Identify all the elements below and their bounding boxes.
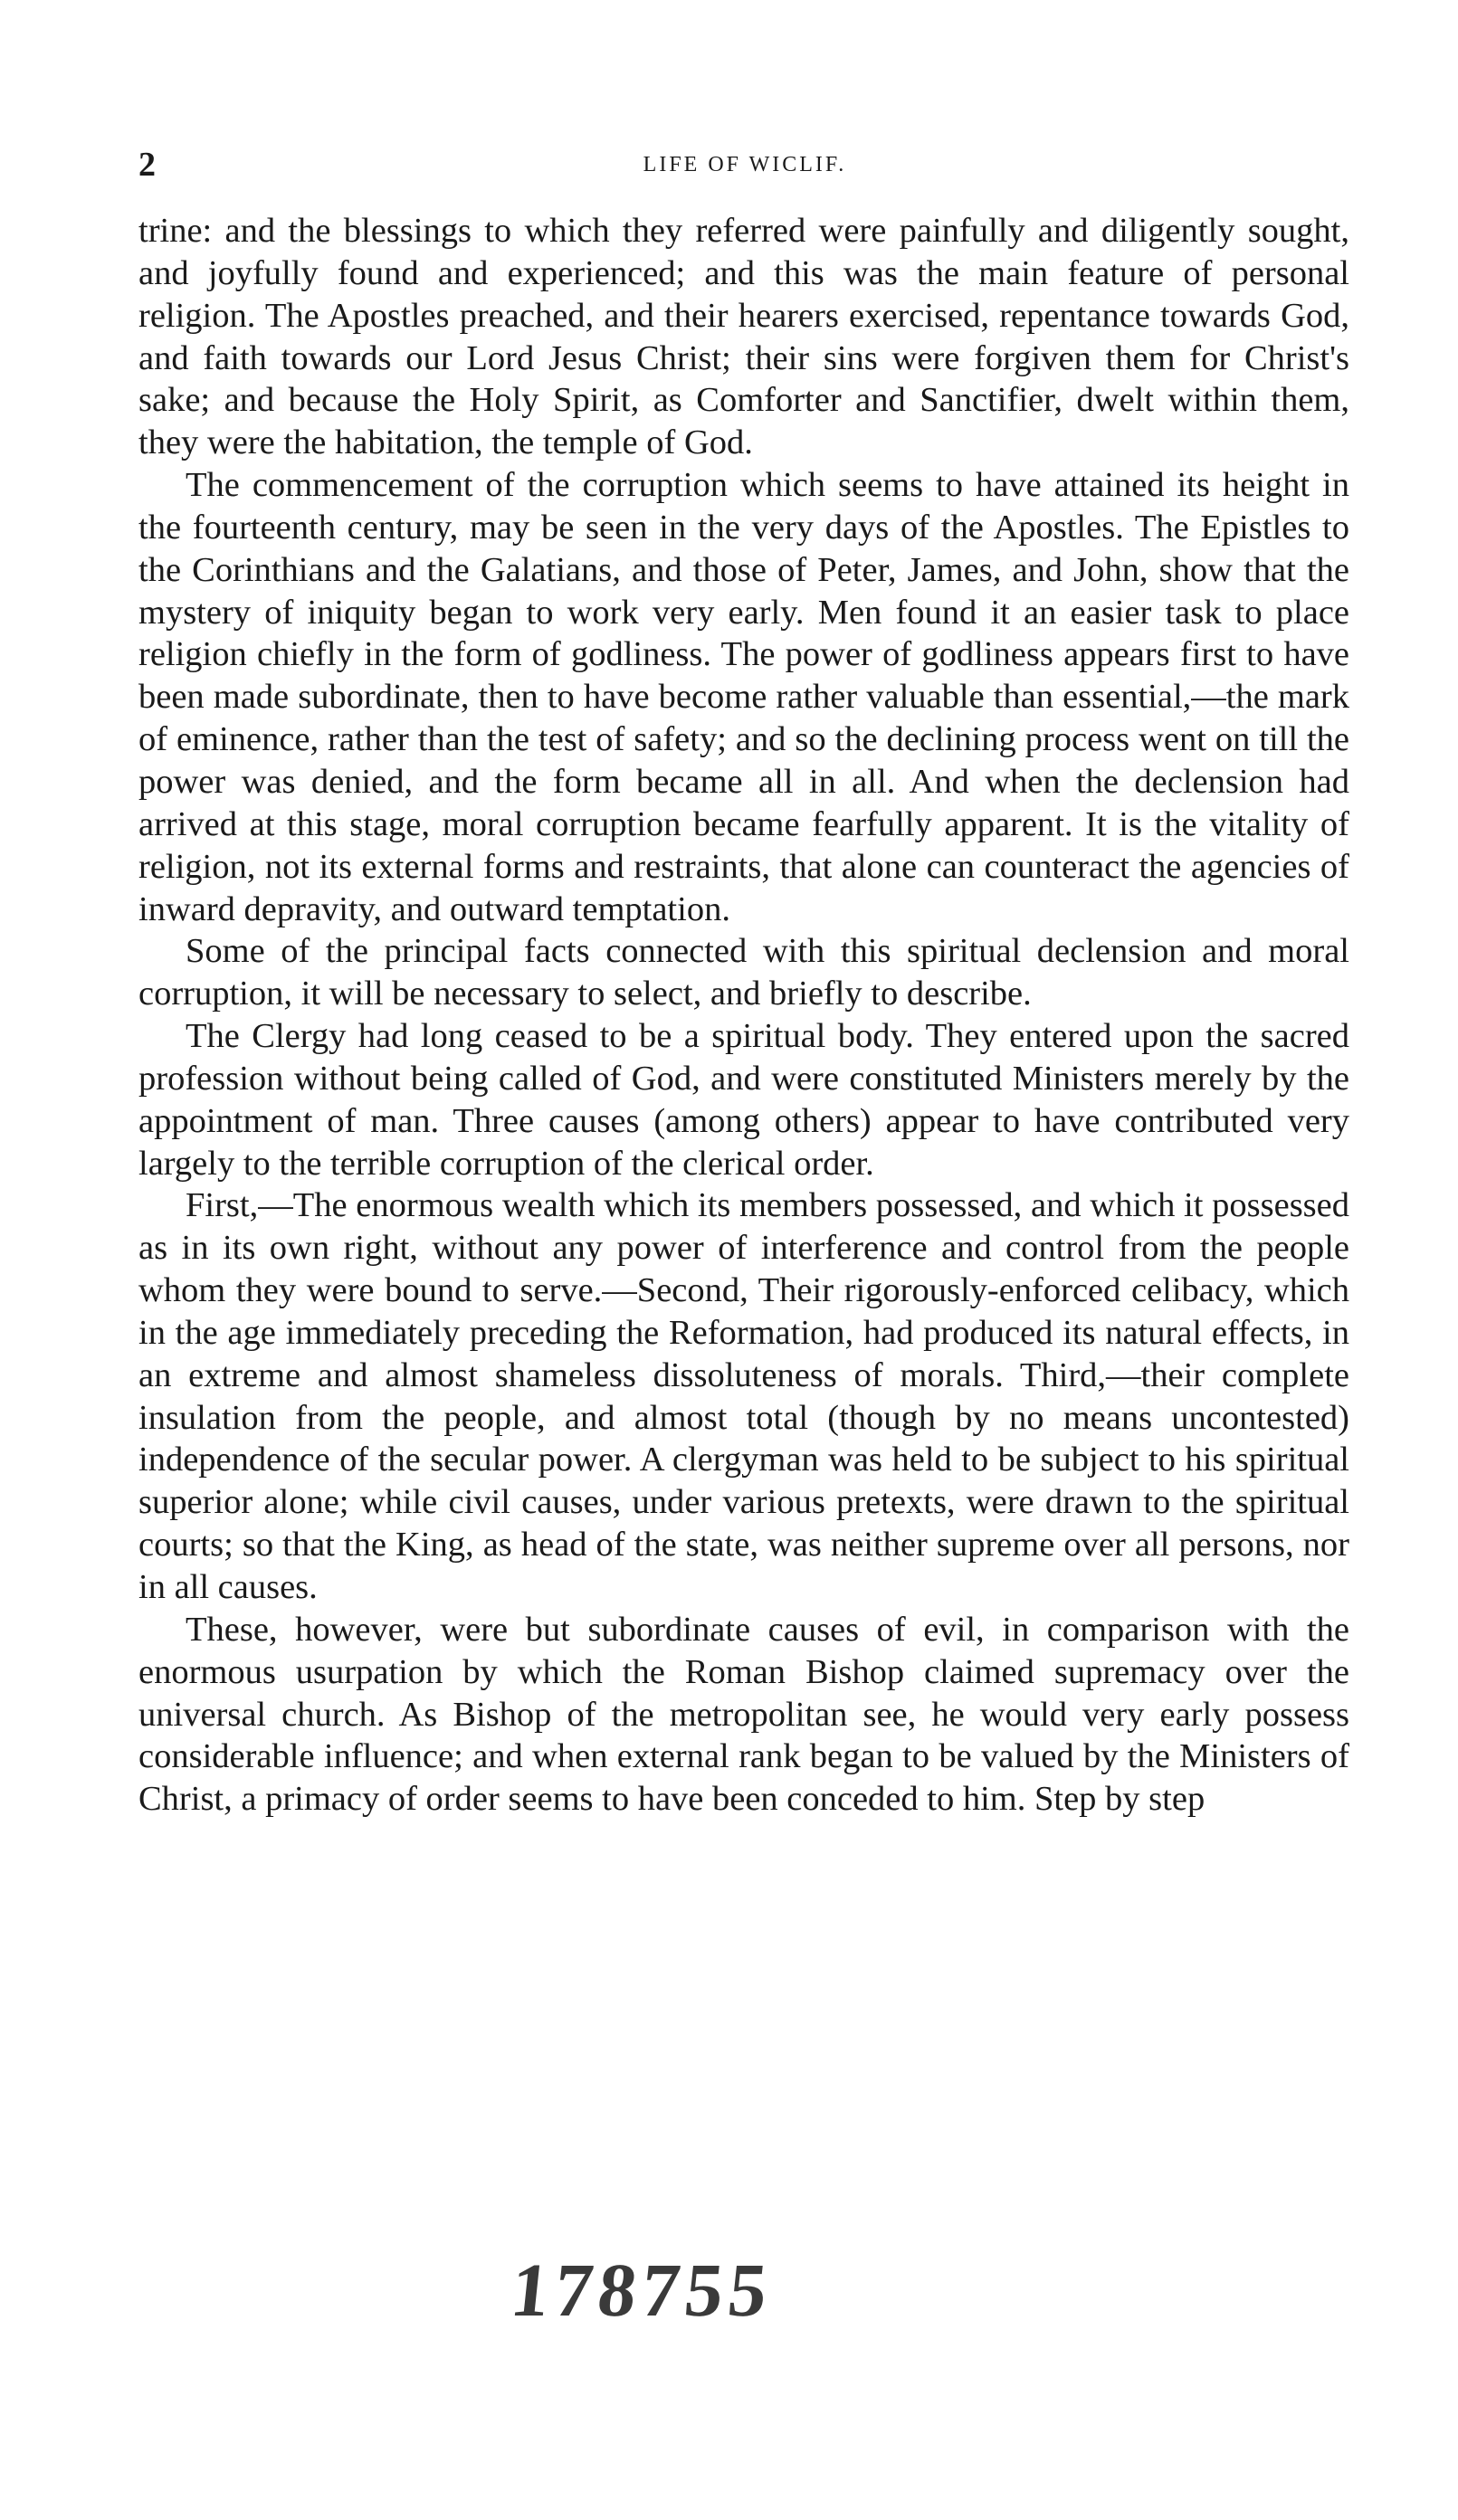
page-header: [138, 147, 1351, 183]
paragraph-6: These, however, were but subordinate causes of evil, in comparison with the enormous usurpation by which the Roman Bishop claimed supremacy over the universal church. As Bishop of the metropolitan see, he would very early possess considerable influence; and when external rank began to be valued by the Ministers of Christ, a primacy of order seems to have been conceded to him. Step by step: [138, 1610, 1349, 1819]
paragraph-1: trine: and the blessings to which they referred were painfully and diligently sought, and joyfully found and experienced; and this was the main feature of personal religion. The Apostles preached, and their hearers exercised, repentance towards God, and faith towards our Lord Jesus Christ; their sins were forgiven them for Christ's sake; and because the Holy Spirit, as Comforter and Sanctifier, dwelt within them, they were the habitation, the temple of God.: [138, 212, 1349, 462]
paragraph-5: First,—The enormous wealth which its members possessed, and which it possessed as in its own right, without any power of interference and control from the people whom they were bound to serve.—Second, Their rigorously-enforced celibacy, which in the age immediately preceding the Reformation, had produced its natural effects, in an extreme and almost shameless dissoluteness of morals. Third,—their complete insulation from the people, and almost total (though by no means uncontested) independence of the secular power. A clergyman was held to be subject to his spiritual superior alone; while civil causes, under various pretexts, were drawn to the spiritual courts; so that the King, as head of the state, was neither supreme over all persons, nor in all causes.: [138, 1186, 1349, 1606]
page-number: 2: [138, 146, 156, 184]
paragraph-2: The commencement of the corruption which seems to have attained its height in the fourteenth century, may be seen in the very days of the Apostles. The Epistles to the Corinthians and the Galatians, and those of Peter, James, and John, show that the mystery of iniquity began to work very early. Men found it an easier task to place religion chiefly in the form of godliness. The power of godliness appears first to have been made subordinate, then to have become rather valuable than essential,—the mark of eminence, rather than the test of safety; and so the declining process went on till the power was denied, and the form became all in all. And when the declension had arrived at this stage, moral corruption became fearfully apparent. It is the vitality of religion, not its external forms and restraints, that alone can counteract the agencies of inward depravity, and outward temptation.: [138, 466, 1349, 928]
body-text: [138, 210, 1349, 1821]
running-head: LIFE OF WICLIF.: [643, 153, 847, 176]
library-stamp-number: 178755: [507, 2249, 777, 2333]
paragraph-3: Some of the principal facts connected with this spiritual declension and moral corruption, it will be necessary to select, and briefly to describe.: [138, 932, 1349, 1013]
paragraph-4: The Clergy had long ceased to be a spiritual body. They entered upon the sacred profession without being called of God, and were constituted Ministers merely by the appointment of man. Three causes (among others) appear to have contributed very largely to the terrible corruption of the clerical order.: [138, 1017, 1349, 1183]
